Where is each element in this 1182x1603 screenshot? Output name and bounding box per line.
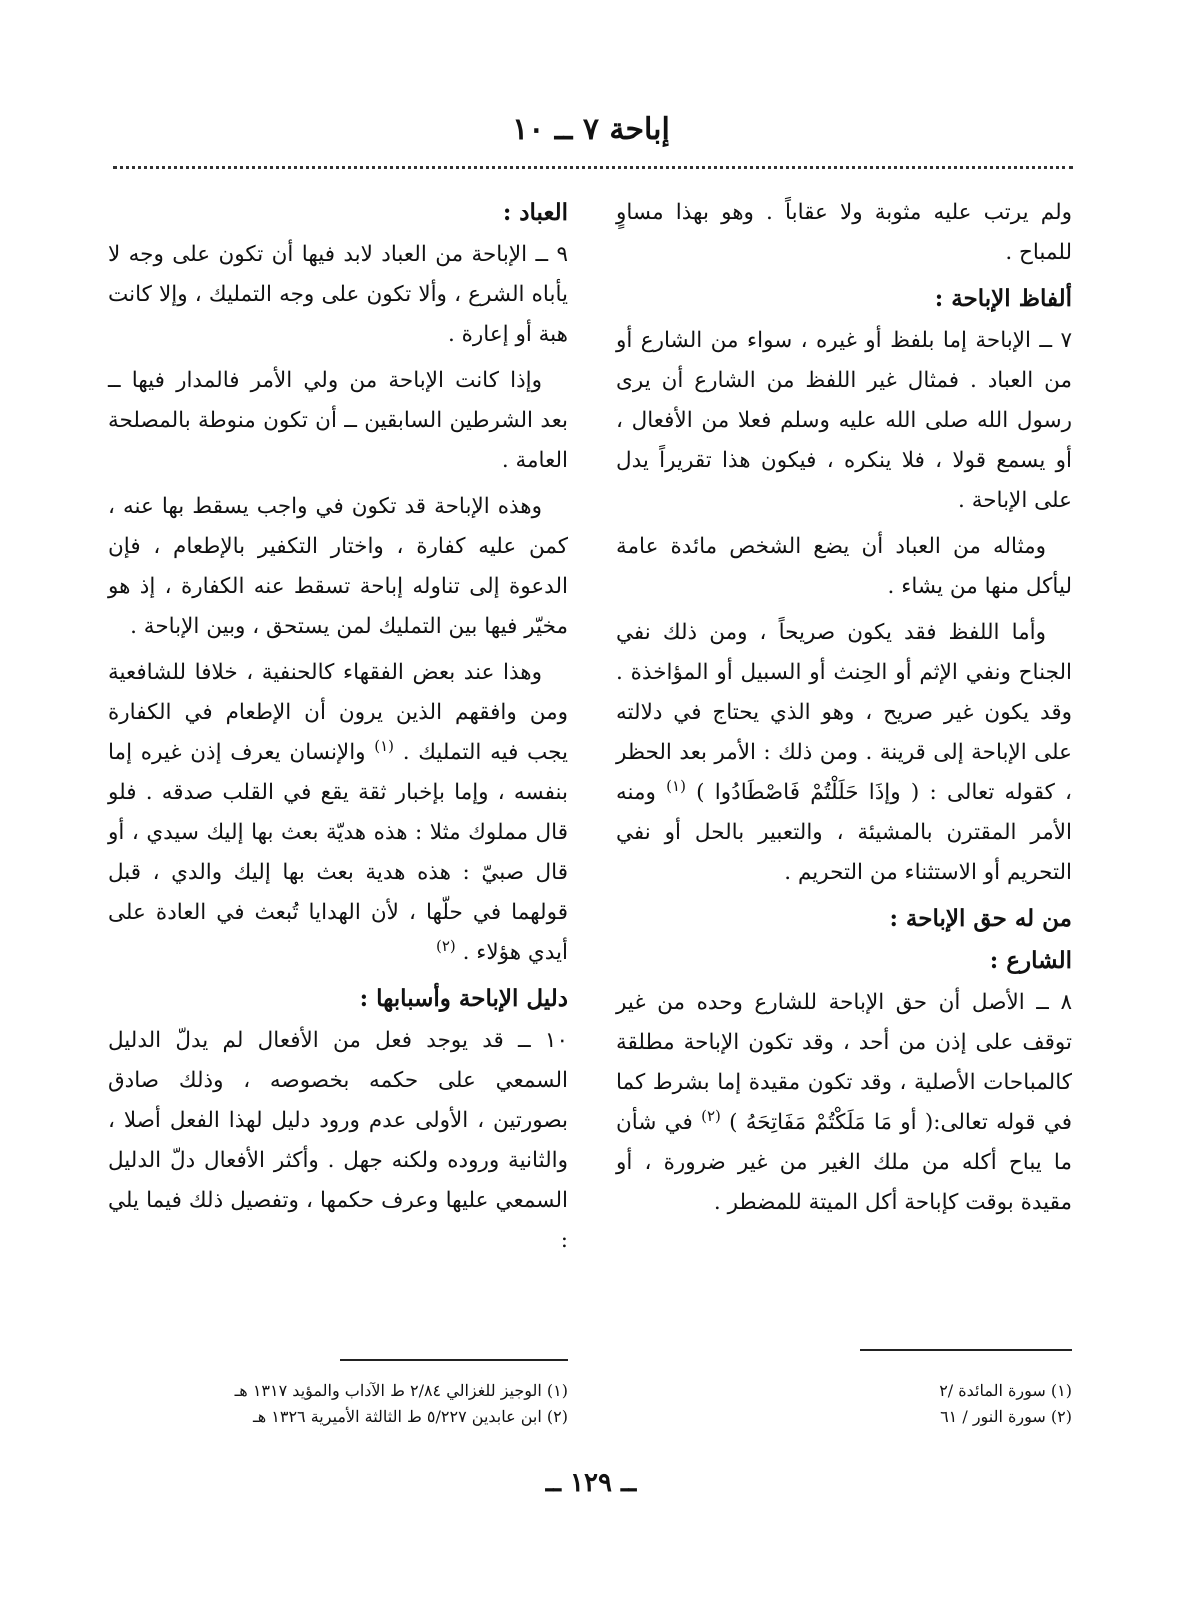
heading-dalil-ibaha: دليل الإباحة وأسبابها : bbox=[359, 985, 568, 1012]
paragraph-10: ١٠ ــ قد يوجد فعل من الأفعال لم يدلّ الدليل السمعي على حكمه بخصوصه ، وذلك صادق بصورتين ، الأولى عدم ورود دليل لهذا الفعل أصلا ، والثانية وروده ولكنه جهل . وأكثر الأفعال دلّ الدليل السمعي عليها وعرف حكمها ، وتفصيل ذلك فيما يلي : bbox=[108, 1028, 568, 1253]
footnote-ref: (١) bbox=[666, 776, 686, 795]
page-header: إباحة ٧ ــ ١٠ bbox=[512, 112, 670, 147]
footnote-rule-left bbox=[340, 1359, 568, 1361]
heading-alfaz-ibaha: ألفاظ الإباحة : bbox=[934, 285, 1072, 312]
paragraph-lafz-text-a: وأما اللفظ فقد يكون صريحاً ، ومن ذلك نفي الجناح ونفي الإثم أو الحِنث أو السبيل أو المؤاخذة . وقد يكون غير صريح ، وهو الذي يحتاج في دلالته على الإباحة إلى قرينة . ومن ذلك : الأمر بعد الحظر ، كقوله تعالى : ( وإذَا حَلَلْتُمْ فَاصْطَادُوا ) bbox=[616, 620, 1072, 805]
footnote-item: (٢) سورة النور / ٦١ bbox=[940, 1407, 1072, 1426]
paragraph-intro: ولم يرتب عليه مثوبة ولا عقاباً . وهو بهذا مساوٍ للمباح . bbox=[616, 200, 1072, 265]
footnotes-right bbox=[760, 1378, 1072, 1430]
paragraph-hanafiya bbox=[108, 653, 568, 973]
paragraph-wali-amr: وإذا كانت الإباحة من ولي الأمر فالمدار فيها ــ بعد الشرطين السابقين ــ أن تكون منوطة بالمصلحة العامة . bbox=[108, 368, 568, 473]
page-number: ــ ١٢٩ ــ bbox=[545, 1468, 637, 1498]
footnote-ref: (٢) bbox=[435, 936, 456, 955]
footnote-item: (١) الوجيز للغزالي ٢/٨٤ ط الآداب والمؤيد ١٣١٧ هـ bbox=[234, 1381, 568, 1400]
paragraph-8 bbox=[616, 983, 1072, 1223]
heading-ibad: العباد : bbox=[502, 199, 568, 226]
footnote-item: (١) سورة المائدة /٢ bbox=[939, 1381, 1072, 1400]
paragraph-mithal: ومثاله من العباد أن يضع الشخص مائدة عامة ليأكل منها من يشاء . bbox=[616, 534, 1072, 599]
footnotes-left bbox=[160, 1378, 568, 1430]
paragraph-8-text-b: في شأن ما يباح أكله من ملك الغير من غير ضرورة ، أو مقيدة بوقت كإباحة أكل الميتة للمضطر . bbox=[616, 1110, 1072, 1215]
right-column bbox=[616, 193, 1072, 1229]
footnote-item: (٢) ابن عابدين ٥/٢٢٧ ط الثالثة الأميرية ١٣٢٦ هـ bbox=[253, 1407, 568, 1426]
paragraph-wajib: وهذه الإباحة قد تكون في واجب يسقط بها عنه ، كمن عليه كفارة ، واختار التكفير بالإطعام ، فإن الدعوة إلى تناوله إباحة تسقط عنه الكفارة ، إذ هو مخيّر فيها بين التمليك لمن يستحق ، وبين الإباحة . bbox=[108, 494, 568, 639]
footnote-rule-right bbox=[860, 1349, 1072, 1351]
paragraph-hanafiya-text-b: والإنسان يعرف إذن غيره إما بنفسه ، وإما بإخبار ثقة يقع في القلب صدقه . فلو قال مملوك مثلا : هذه هديّة بعث بها إليك سيدي ، أو قال صبيّ : هذه هدية بعث بها إليك والدي ، قبل قولهما في حلّها ، لأن الهدايا تُبعث في العادة على أيدي هؤلاء . bbox=[108, 740, 568, 965]
heading-shari: الشارع : bbox=[989, 947, 1072, 974]
paragraph-lafz-text-b: ومنه الأمر المقترن بالمشيئة ، والتعبير بالحل أو نفي التحريم أو الاستثناء من التحريم . bbox=[616, 780, 1072, 885]
paragraph-hanafiya-text-a: وهذا عند بعض الفقهاء كالحنفية ، خلافا للشافعية ومن وافقهم الذين يرون أن الإطعام في الكفارة يجب فيه التمليك . bbox=[108, 660, 569, 765]
heading-man-lahu-haq: من له حق الإباحة : bbox=[889, 905, 1072, 932]
paragraph-7: ٧ ــ الإباحة إما بلفظ أو غيره ، سواء من الشارع أو من العباد . فمثال غير اللفظ من الشارع أن يرى رسول الله صلى الله عليه وسلم فعلا من الأفعال ، أو يسمع قولا ، فلا ينكره ، فيكون هذا تقريراً يدل على الإباحة . bbox=[616, 328, 1072, 513]
paragraph-8-text-a: ٨ ــ الأصل أن حق الإباحة للشارع وحده من غير توقف على إذن من أحد ، وقد تكون الإباحة مطلقة كالمباحات الأصلية ، وقد تكون مقيدة إما بشرط كما في قوله تعالى:( أو مَا مَلَكْتُمْ مَفَاتِحَهُ ) bbox=[616, 990, 1073, 1135]
header-dotted-rule bbox=[113, 166, 1073, 169]
paragraph-lafz bbox=[616, 613, 1072, 893]
footnote-ref: (٢) bbox=[701, 1106, 721, 1125]
footnote-ref: (١) bbox=[374, 736, 395, 755]
left-column bbox=[108, 193, 568, 1267]
paragraph-9: ٩ ــ الإباحة من العباد لابد فيها أن تكون على وجه لا يأباه الشرع ، وألا تكون على وجه التمليك ، وإلا كانت هبة أو إعارة . bbox=[108, 242, 568, 347]
